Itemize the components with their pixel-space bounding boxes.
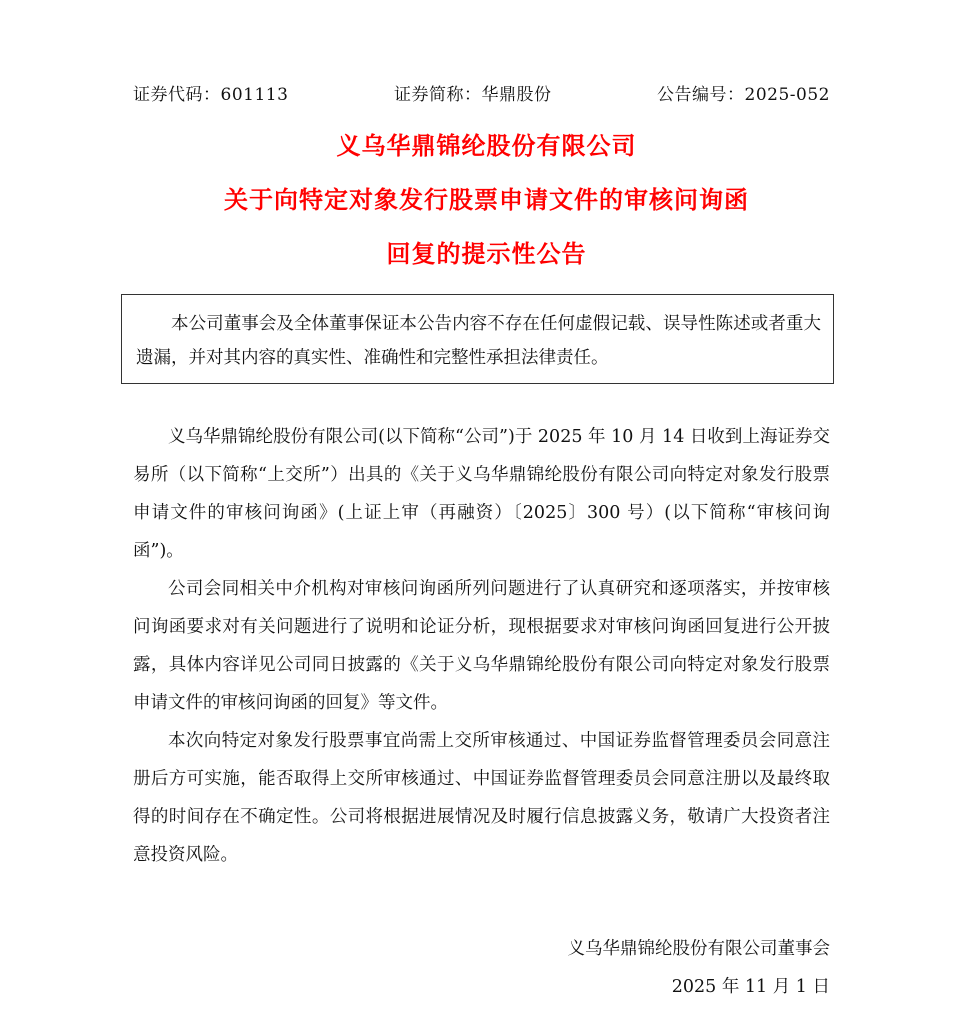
document-header [133,80,830,105]
paragraph-receipt: 义乌华鼎锦纶股份有限公司(以下简称“公司”)于 2025 年 10 月 14 日收到上海证券交易所（以下简称“上交所”）出具的《关于义乌华鼎锦纶股份有限公司向特定对象发行股票申请文件的审核问询函》(上证上审（再融资）〔2025〕300 号）(以下简称“审核问询函”)。 [133,427,830,561]
stock-code: 证券代码：601113 [133,85,289,105]
title-subject: 关于向特定对象发行股票申请文件的审核问询函 [224,185,749,214]
notice-number: 公告编号：2025-052 [657,85,830,105]
board-guarantee-notice: 本公司董事会及全体董事保证本公告内容不存在任何虚假记载、误导性陈述或者重大遗漏，并对其内容的真实性、准确性和完整性承担法律责任。 [121,294,834,384]
title-suffix: 回复的提示性公告 [386,239,587,268]
signature-date: 2025 年 11 月 1 日 [671,977,830,997]
signature-company: 义乌华鼎锦纶股份有限公司董事会 [567,939,830,959]
stock-abbreviation: 证券简称：华鼎股份 [393,85,552,105]
paragraph-risk: 本次向特定对象发行股票事宜尚需上交所审核通过、中国证券监督管理委员会同意注册后方可实施，能否取得上交所审核通过、中国证券监督管理委员会同意注册以及最终取得的时间存在不确定性。公司将根据进展情况及时履行信息披露义务，敬请广大投资者注意投资风险。 [133,731,830,865]
title-company: 义乌华鼎锦纶股份有限公司 [336,131,637,160]
announcement-body [133,418,830,874]
paragraph-reply: 公司会同相关中介机构对审核问询函所列问题进行了认真研究和逐项落实，并按审核问询函要求对有关问题进行了说明和论证分析，现根据要求对审核问询函回复进行公开披露，具体内容详见公司同日披露的《关于义乌华鼎锦纶股份有限公司向特定对象发行股票申请文件的审核问询函的回复》等文件。 [133,579,830,713]
